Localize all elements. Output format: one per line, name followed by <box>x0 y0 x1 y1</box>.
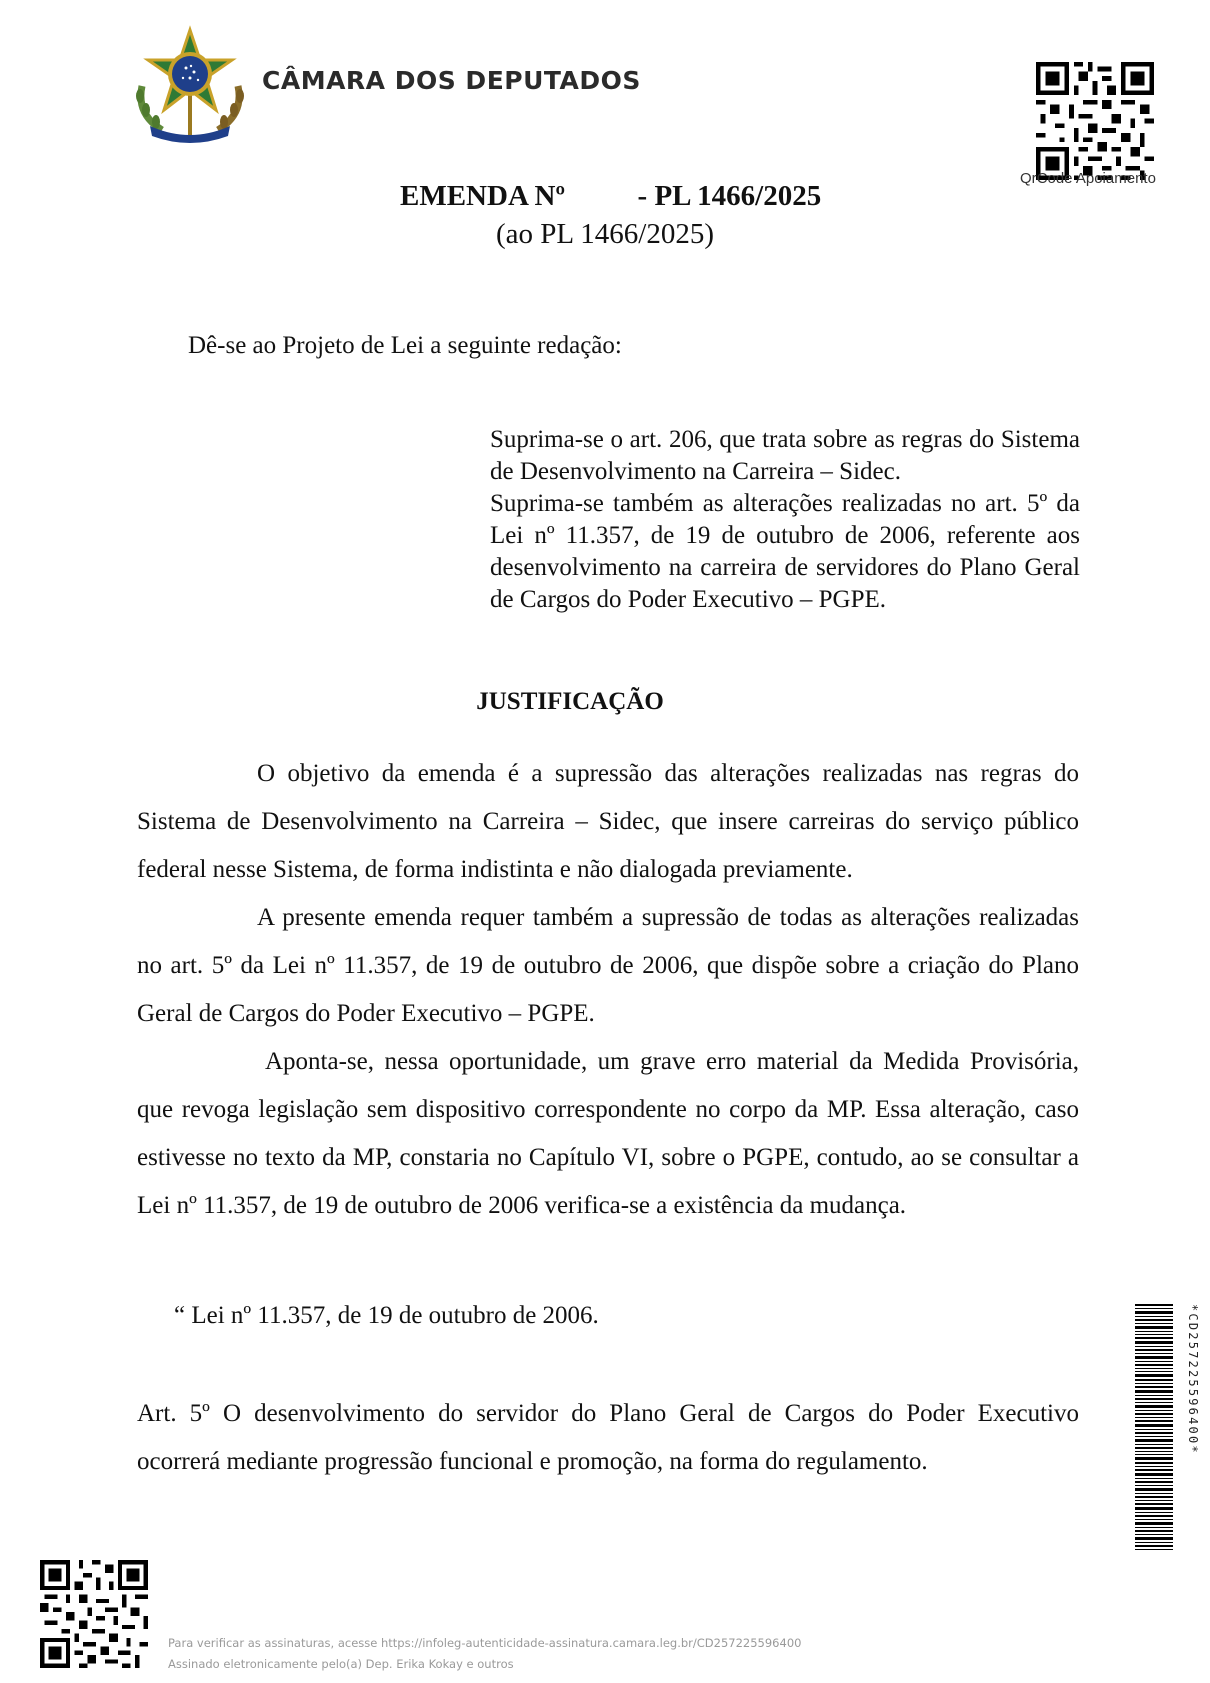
amendment-title: EMENDA Nº - PL 1466/2025 <box>400 180 822 212</box>
justification-body <box>137 750 1079 1230</box>
justification-paragraph: Aponta-se, nessa oportunidade, um grave erro material da Medida Provisória, que revoga legislação sem dispositivo correspondente no corpo da MP. Essa alteração, caso estivesse no texto da MP, constaria no Capítulo VI, sobre o PGPE, contudo, ao se consultar a Lei nº 11.357, de 19 de outubro de 2006 verifica-se a existência da mudança. <box>137 1048 1079 1219</box>
coat-of-arms-emblem <box>128 26 252 146</box>
intro-text: Dê-se ao Projeto de Lei a seguinte redação: <box>188 332 622 359</box>
qr-code-icon <box>1034 62 1156 180</box>
justification-heading: JUSTIFICAÇÃO <box>476 688 664 715</box>
signature-qr-code-icon <box>40 1560 148 1668</box>
signed-by-text: Assinado eletronicamente pelo(a) Dep. Erika Kokay e outros <box>168 1657 514 1671</box>
justification-paragraph: A presente emenda requer também a supressão de todas as alterações realizadas no art. 5º da Lei nº 11.357, de 19 de outubro de 2006, que dispõe sobre a criação do Plano Geral de Cargos do Poder Executivo – PGPE. <box>137 904 1079 1027</box>
proposal-block <box>490 424 1080 616</box>
law-quote: “ Lei nº 11.357, de 19 de outubro de 2006. <box>174 1302 599 1329</box>
amendment-subtitle: (ao PL 1466/2025) <box>495 218 714 250</box>
signature-verification-text: Para verificar as assinaturas, acesse https://infoleg-autenticidade-assinatura.camara.leg.br/CD257225596400 <box>168 1636 802 1650</box>
proposal-paragraph: Suprima-se o art. 206, que trata sobre as regras do Sistema de Desenvolvimento na Carreira – Sidec. <box>490 426 1080 485</box>
qr-code-label: QrCode Apoiamento <box>1020 170 1156 187</box>
barcode-code-text: *CD257225596400* <box>1186 1304 1200 1455</box>
organization-name: CÂMARA DOS DEPUTADOS <box>262 66 641 95</box>
article-paragraph: Art. 5º O desenvolvimento do servidor do Plano Geral de Cargos do Poder Executivo ocorrerá mediante progressão funcional e promoção, na forma do regulamento. <box>137 1400 1079 1475</box>
article-text <box>137 1390 1079 1486</box>
barcode-icon <box>1135 1304 1173 1550</box>
justification-paragraph: O objetivo da emenda é a supressão das alterações realizadas nas regras do Sistema de Desenvolvimento na Carreira – Sidec, que insere carreiras do serviço público federal nesse Sistema, de forma indistinta e não dialogada previamente. <box>137 760 1079 883</box>
proposal-paragraph: Suprima-se também as alterações realizadas no art. 5º da Lei nº 11.357, de 19 de outubro de 2006, referente aos desenvolvimento na carreira de servidores do Plano Geral de Cargos do Poder Executivo – PGPE. <box>490 490 1080 613</box>
